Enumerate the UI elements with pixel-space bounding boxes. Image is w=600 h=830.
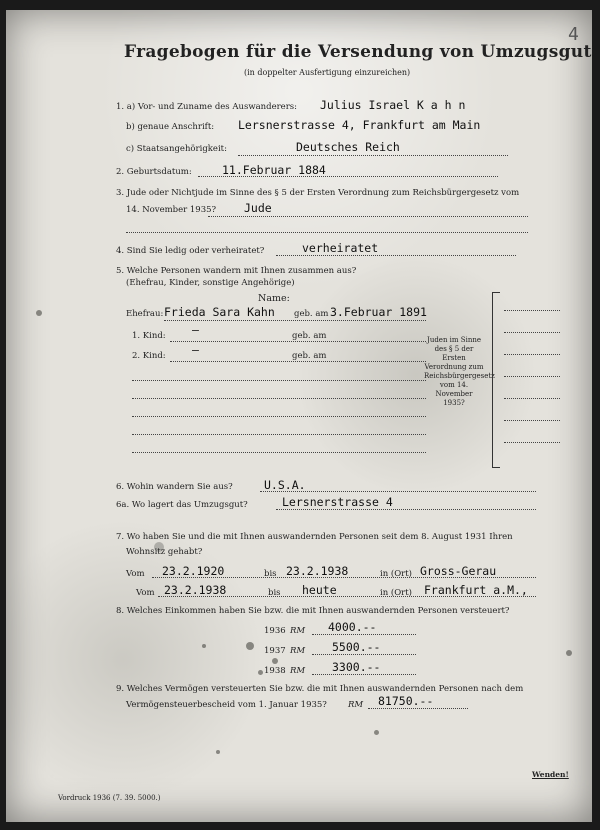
q5-child2-line: [170, 361, 426, 362]
q5-blank-line-5: [132, 452, 426, 453]
q5-child2-label: 2. Kind:: [132, 351, 166, 361]
q7-row1-place-label: in (Ort): [380, 569, 412, 579]
print-note: Vordruck 1936 (7. 39. 5000.): [58, 794, 161, 802]
q5-side-line-5: [504, 398, 560, 399]
q5-side-line-4: [504, 376, 560, 377]
q4-value: verheiratet: [302, 241, 379, 255]
q5-child2-value: —: [192, 343, 199, 357]
q5-side-line-1: [504, 310, 560, 311]
q7-row2-to-label: bis: [268, 588, 281, 598]
q5-bracket-bottom: [492, 467, 500, 468]
q5-label-2: (Ehefrau, Kinder, sonstige Angehörige): [126, 278, 295, 288]
ink-stain: [258, 670, 263, 675]
q8-row2-year: 1937: [264, 646, 286, 656]
q2-label: 2. Geburtsdatum:: [116, 167, 192, 177]
q9-value: 81750.--: [378, 694, 434, 708]
q1a-value: Julius Israel K a h n: [320, 98, 466, 112]
ink-stain: [246, 642, 254, 650]
q7-row2-to: heute: [302, 583, 337, 597]
q7-row1-place: Gross-Gerau: [420, 564, 497, 578]
q5-blank-line-2: [132, 398, 426, 399]
q7-row2-place: Frankfurt a.M.,: [424, 583, 528, 597]
q5-side-line-2: [504, 332, 560, 333]
ink-stain: [374, 730, 379, 735]
q5-child2-born-label: geb. am: [292, 351, 327, 361]
q3-label-1: 3. Jude oder Nichtjude im Sinne des § 5 der Ersten Verordnung zum Reichsbürgergesetz vom: [116, 188, 520, 198]
q8-row2-amount: 5500.--: [332, 640, 381, 654]
q9-line: [368, 708, 468, 709]
q7-row2-line: [158, 596, 536, 597]
q5-blank-line-3: [132, 416, 426, 417]
q6-value: U.S.A.: [264, 478, 306, 492]
q5-wife-born-label: geb. am: [294, 309, 329, 319]
q5-wife-line: [164, 320, 426, 321]
form-subtitle: (in doppelter Ausfertigung einzureichen): [244, 68, 411, 77]
q3-line-2: [126, 232, 528, 233]
q8-row1-year: 1936: [264, 626, 286, 636]
q8-row3-year: 1938: [264, 666, 286, 676]
q8-row1-line: [312, 634, 416, 635]
q5-wife-born: 3.Februar 1891: [330, 305, 427, 319]
q1b-value: Lersnerstrasse 4, Frankfurt am Main: [238, 118, 481, 132]
q3-line: [208, 216, 528, 217]
q5-label-1: 5. Welche Personen wandern mit Ihnen zusammen aus?: [116, 266, 357, 276]
q1b-label: b) genaue Anschrift:: [126, 122, 215, 132]
q5-side-line-3: [504, 354, 560, 355]
questionnaire-sheet: [6, 10, 592, 822]
q5-side-note: Juden im Sinne des § 5 der Ersten Verordnung zum Reichsbürgergesetz vom 14. November 1935?: [424, 336, 495, 407]
q5-child1-born-label: geb. am: [292, 331, 327, 341]
q8-label: 8. Welches Einkommen haben Sie bzw. die mit Ihnen auswandernden Personen versteuert?: [116, 606, 510, 616]
q8-row3-currency: RM: [290, 666, 306, 676]
q8-row2-currency: RM: [290, 646, 306, 656]
q3-label-2: 14. November 1935?: [126, 205, 217, 215]
q1c-value: Deutsches Reich: [296, 140, 400, 154]
ink-stain: [154, 542, 164, 552]
q3-value: Jude: [244, 201, 272, 215]
q5-bracket-line: [492, 292, 493, 468]
q5-child1-line: [170, 341, 426, 342]
q7-label-1: 7. Wo haben Sie und die mit Ihnen auswandernden Personen seit dem 8. August 1931 Ihren: [116, 532, 513, 542]
q7-row1-from-label: Vom: [126, 569, 145, 579]
q5-name-header: Name:: [258, 293, 290, 304]
q6a-value: Lersnerstrasse 4: [282, 495, 393, 509]
q9-label-1: 9. Welches Vermögen versteuerten Sie bzw. die mit Ihnen auswandernden Personen nach dem: [116, 684, 524, 694]
q5-side-line-6: [504, 420, 560, 421]
q6-label: 6. Wohin wandern Sie aus?: [116, 482, 233, 492]
q7-row2-from-label: Vom: [136, 588, 155, 598]
q7-row2-from: 23.2.1938: [164, 583, 227, 597]
ink-stain: [36, 310, 42, 316]
q4-line: [276, 255, 516, 256]
q5-blank-line-1: [132, 380, 426, 381]
q2-value: 11.Februar 1884: [222, 163, 326, 177]
q5-child1-value: —: [192, 323, 199, 337]
q5-child1-label: 1. Kind:: [132, 331, 166, 341]
q8-row2-line: [312, 654, 416, 655]
q6a-label: 6a. Wo lagert das Umzugsgut?: [116, 500, 248, 510]
q7-row1-line: [152, 577, 536, 578]
q5-side-line-7: [504, 442, 560, 443]
form-title: Fragebogen für die Versendung von Umzugsgut: [124, 42, 592, 62]
q4-label: 4. Sind Sie ledig oder verheiratet?: [116, 246, 265, 256]
q5-blank-line-4: [132, 434, 426, 435]
q6a-line: [276, 509, 536, 510]
q7-row1-to-label: bis: [264, 569, 277, 579]
q1c-line: [238, 155, 508, 156]
q5-bracket-top: [492, 292, 500, 293]
q7-row2-place-label: in (Ort): [380, 588, 412, 598]
q8-row3-line: [312, 674, 416, 675]
ink-stain: [566, 650, 572, 656]
ink-stain: [272, 658, 278, 664]
ink-stain: [216, 750, 220, 754]
q1a-label: 1. a) Vor- und Zuname des Auswanderers:: [116, 102, 297, 112]
q8-row1-currency: RM: [290, 626, 306, 636]
q8-row3-amount: 3300.--: [332, 660, 381, 674]
turn-over-note: Wenden!: [532, 770, 569, 779]
q7-row1-to: 23.2.1938: [286, 564, 349, 578]
q5-wife-label: Ehefrau:: [126, 309, 164, 319]
q2-line: [198, 176, 498, 177]
q5-wife-name: Frieda Sara Kahn: [164, 305, 275, 319]
q7-row1-from: 23.2.1920: [162, 564, 225, 578]
q7-label-2: Wohnsitz gehabt?: [126, 547, 203, 557]
q8-row1-amount: 4000.--: [328, 620, 377, 634]
q1c-label: c) Staatsangehörigkeit:: [126, 144, 227, 154]
q9-currency: RM: [348, 700, 364, 710]
q9-label-2: Vermögensteuerbescheid vom 1. Januar 1935?: [126, 700, 327, 710]
corner-mark: 4: [568, 24, 579, 45]
ink-stain: [202, 644, 206, 648]
q6-line: [260, 491, 536, 492]
